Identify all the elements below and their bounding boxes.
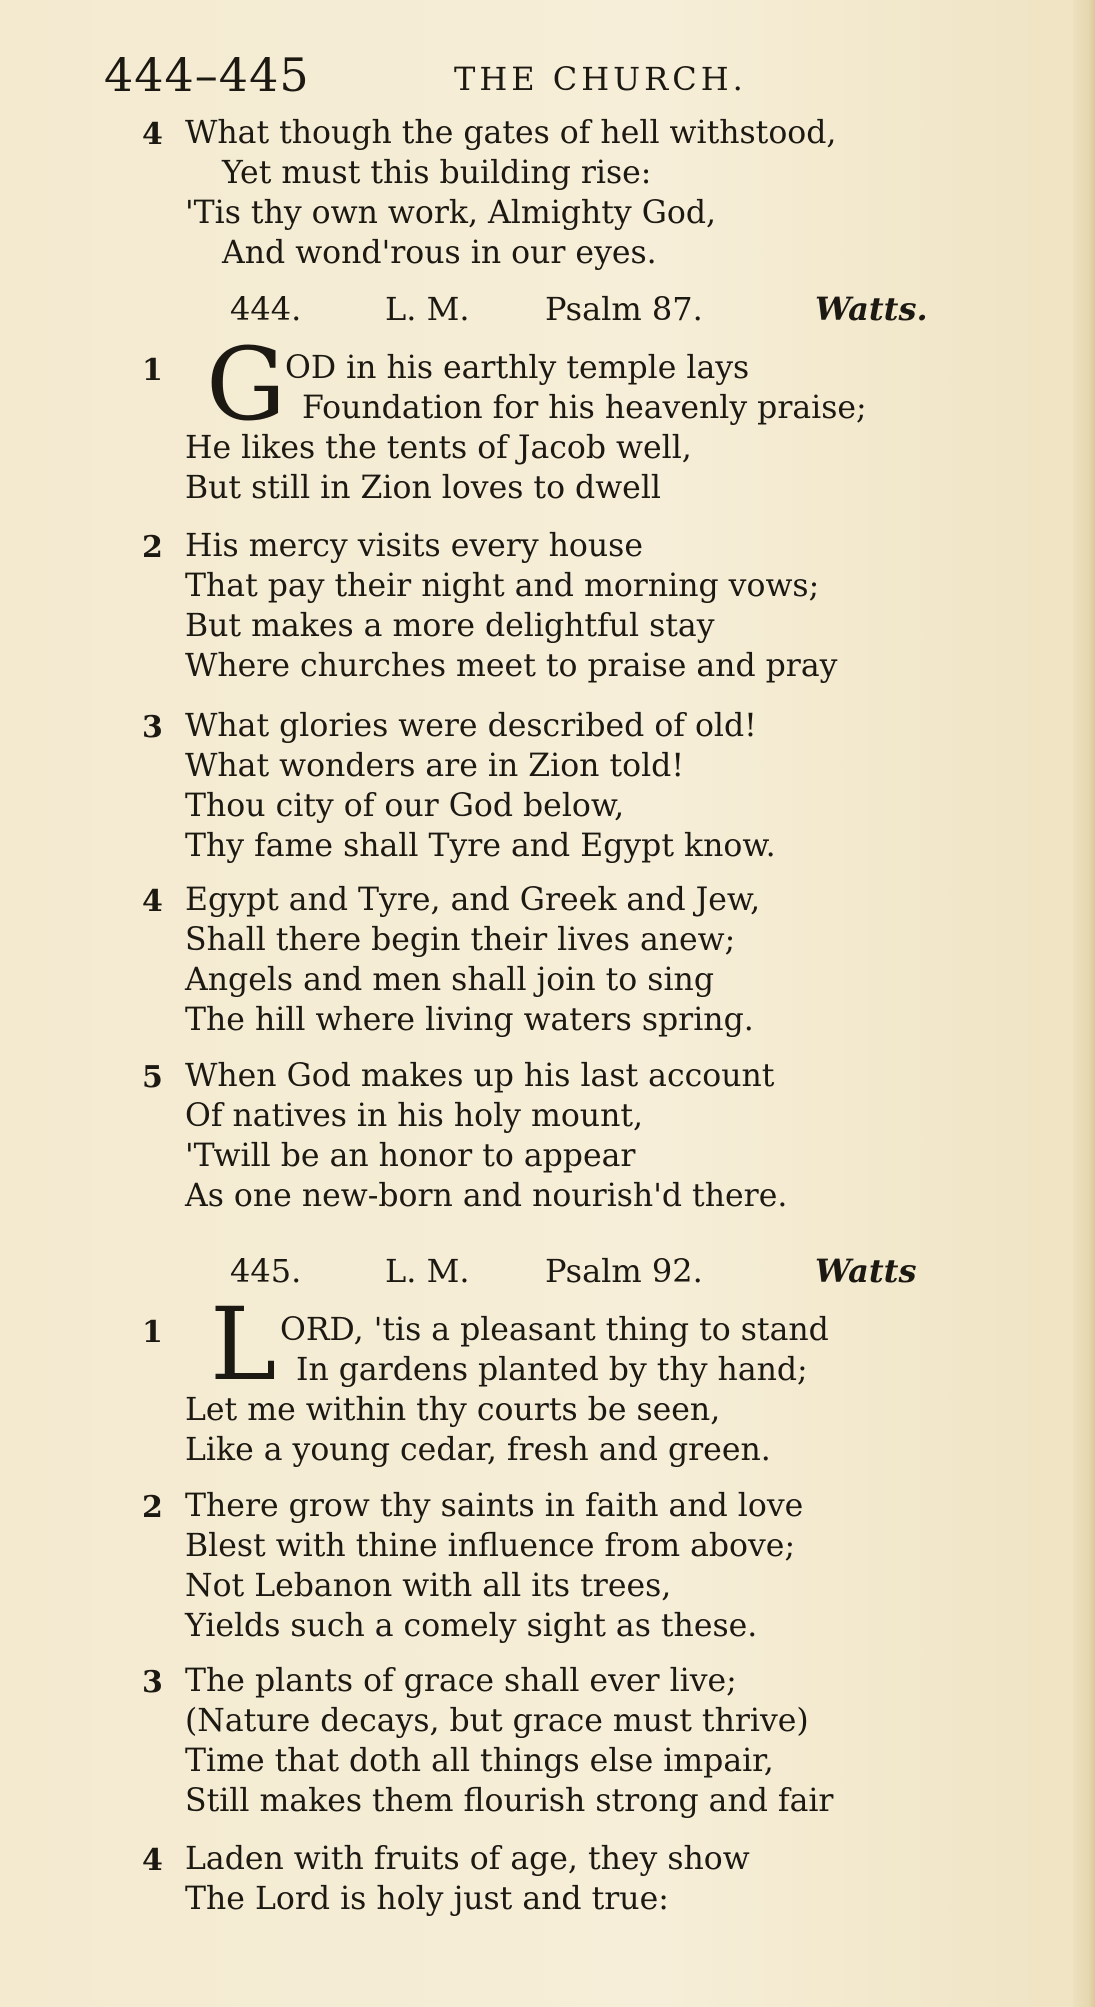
stanza-number: 2 — [142, 530, 163, 565]
verse-line: Egypt and Tyre, and Greek and Jew, — [185, 882, 761, 918]
page-numbers: 444–445 — [104, 48, 310, 102]
verse-line: OD in his earthly temple lays — [285, 350, 750, 386]
hymn-445-heading — [230, 1252, 950, 1296]
drop-cap: G — [206, 326, 286, 443]
verse-line: Time that doth all things else impair, — [185, 1743, 774, 1779]
stanza-number: 4 — [142, 1843, 163, 1878]
verse-line: Where churches meet to praise and pray — [185, 648, 838, 684]
verse-line: Yields such a comely sight as these. — [185, 1608, 758, 1644]
hymn-tune: Psalm 92. — [545, 1252, 703, 1290]
verse-line: ORD, 'tis a pleasant thing to stand — [280, 1312, 829, 1348]
stanza-number: 4 — [142, 884, 163, 919]
verse-line: There grow thy saints in faith and love — [185, 1488, 804, 1524]
verse-line: Not Lebanon with all its trees, — [185, 1568, 672, 1604]
verse-line: And wond'rous in our eyes. — [222, 235, 657, 271]
verse-line: (Nature decays, but grace must thrive) — [185, 1703, 809, 1739]
verse-line: Thou city of our God below, — [185, 788, 625, 824]
running-title: THE CHURCH. — [454, 60, 747, 98]
verse-line: Blest with thine influence from above; — [185, 1528, 796, 1564]
verse-line: He likes the tents of Jacob well, — [185, 430, 692, 466]
verse-line: Foundation for his heavenly praise; — [302, 390, 867, 426]
verse-line: 'Tis thy own work, Almighty God, — [185, 195, 716, 231]
stanza-number: 2 — [142, 1490, 163, 1525]
verse-line: 'Twill be an honor to appear — [185, 1138, 636, 1174]
page-header — [104, 48, 1004, 102]
hymn-tune: Psalm 87. — [545, 290, 703, 328]
verse-line: What glories were described of old! — [185, 708, 757, 744]
verse-line: But still in Zion loves to dwell — [185, 470, 661, 506]
stanza-number: 3 — [142, 1665, 163, 1700]
stanza-number: 5 — [142, 1060, 163, 1095]
verse-line: Shall there begin their lives anew; — [185, 922, 736, 958]
hymn-number: 445. — [230, 1252, 302, 1290]
verse-line: When God makes up his last account — [185, 1058, 775, 1094]
verse-line: The Lord is holy just and true: — [185, 1881, 669, 1917]
stanza-number: 1 — [142, 1315, 163, 1350]
verse-line: What though the gates of hell withstood, — [185, 115, 837, 151]
verse-line: Angels and men shall join to sing — [185, 962, 714, 998]
hymn-number: 444. — [230, 290, 302, 328]
verse-line: Of natives in his holy mount, — [185, 1098, 644, 1134]
hymn-meter: L. M. — [385, 1252, 470, 1290]
verse-line: Laden with fruits of age, they show — [185, 1841, 750, 1877]
hymn-author: Watts. — [815, 290, 928, 328]
hymn-author: Watts — [815, 1252, 917, 1290]
hymn-444-heading — [230, 290, 950, 334]
verse-line: In gardens planted by thy hand; — [296, 1352, 808, 1388]
verse-line: That pay their night and morning vows; — [185, 568, 820, 604]
verse-line: Like a young cedar, fresh and green. — [185, 1432, 771, 1468]
verse-line: His mercy visits every house — [185, 528, 643, 564]
stanza-number: 1 — [142, 353, 163, 388]
verse-line: Still makes them flourish strong and fair — [185, 1783, 834, 1819]
verse-line: What wonders are in Zion told! — [185, 748, 684, 784]
verse-line: Yet must this building rise: — [222, 155, 652, 191]
verse-line: The hill where living waters spring. — [185, 1002, 754, 1038]
verse-line: Let me within thy courts be seen, — [185, 1392, 721, 1428]
stanza-number: 3 — [142, 710, 163, 745]
drop-cap: L — [210, 1286, 277, 1403]
verse-line: The plants of grace shall ever live; — [185, 1663, 737, 1699]
page-edge — [1073, 0, 1095, 2007]
verse-line: But makes a more delightful stay — [185, 608, 715, 644]
hymn-meter: L. M. — [385, 290, 470, 328]
verse-line: As one new-born and nourish'd there. — [185, 1178, 788, 1214]
stanza-number: 4 — [142, 117, 163, 152]
verse-line: Thy fame shall Tyre and Egypt know. — [185, 828, 776, 864]
